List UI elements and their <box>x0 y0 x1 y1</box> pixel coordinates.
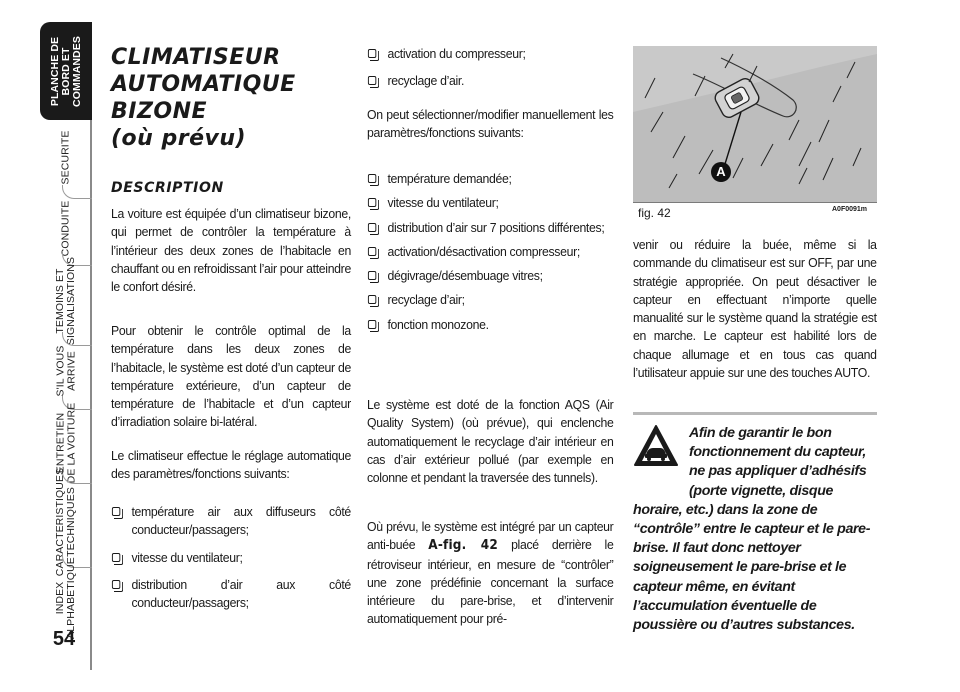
col3-paragraph-1: venir ou réduire la buée, même si la commande du climatiseur est sur OFF, par une stratégie appropriée. On peut désactiver le capteur en effectuant n’importe quelle manualité sur le système quand la stratégie est en marche. Le capteur est habilité lors de chaque allumage et en tous cas quand l’utilisateur appuie sur une des touches AUTO. <box>633 237 877 381</box>
list-item <box>367 194 613 212</box>
list-item-text: température demandée; <box>387 171 512 186</box>
list-item-text: distribution d’air aux côté conducteur/passagers; <box>131 576 351 611</box>
list-item-text: recyclage d’air; <box>387 292 465 308</box>
section-nav <box>0 0 92 692</box>
figure-code: A0F0091m <box>832 206 868 213</box>
page-number: 54 <box>52 628 76 650</box>
nav-tab-label: SECURITE <box>59 130 72 184</box>
col2-paragraph-2: Le système est doté de la fonction AQS (Air Quality System) (où prévue), qui enclenche automatiquement le recyclage d’air intérieur en cas d’air extérieur pollué (par exemple en colonne et pendant la traversée des tunnels). <box>367 397 614 486</box>
list-item <box>367 72 613 90</box>
nav-tab-sil-vous-arrive[interactable] <box>40 340 92 402</box>
checkbox-bullet-icon <box>368 76 376 85</box>
checkbox-bullet-icon <box>368 49 376 58</box>
list-item <box>367 219 613 237</box>
warning-block <box>633 424 877 635</box>
checkbox-bullet-icon <box>368 295 376 304</box>
checkbox-bullet-icon <box>112 580 120 589</box>
warning-rule <box>633 412 877 415</box>
nav-tab-securite[interactable] <box>40 122 92 192</box>
nav-tab-label: ENTRETIEN DE LA VOITURE <box>54 402 77 484</box>
list-item-text: activation du compresseur; <box>387 46 526 61</box>
figure-reference-link[interactable]: A-fig. 42 <box>428 538 498 554</box>
list-item <box>367 316 613 334</box>
list-item <box>111 576 351 613</box>
section-heading: DESCRIPTION <box>111 180 224 196</box>
checkbox-bullet-icon <box>112 507 120 516</box>
col1-bullet-list <box>111 503 351 612</box>
col2-p3-text-b: placé derrière le rétroviseur intérieur, en mesure de “contrôler” une zone prédéfinie concernant la surface intérieure du pare-brise, et d’intervenir automatiquement pour pré- <box>367 537 614 627</box>
list-item-text: dégivrage/désembuage vitres; <box>387 268 543 284</box>
col1-paragraph-2: Pour obtenir le contrôle optimal de la température dans les deux zones de l’habitacle, le système est doté d’un capteur de température extérieure, d’un capteur de température de l’habitacle et d’un capteur d’irradiation solaire bi-latéral. <box>111 323 351 430</box>
figure-caption-rule <box>633 202 877 203</box>
page-title: CLIMATISEUR AUTOMATIQUE BIZONE (où prévu) <box>111 45 296 151</box>
figure-marker-a: A <box>716 164 726 179</box>
list-item-text: activation/désactivation compresseur; <box>387 243 580 259</box>
list-item-text: fonction monozone. <box>387 316 489 332</box>
windshield-sensor-drawing <box>633 46 877 202</box>
col2-paragraph-3 <box>367 518 613 629</box>
nav-tab-conduite[interactable] <box>40 198 92 258</box>
nav-tab-label: S'IL VOUS ARRIVE <box>53 345 77 397</box>
list-item <box>367 267 613 285</box>
nav-divider <box>62 185 92 199</box>
list-item-text: vitesse du ventilateur; <box>387 195 499 211</box>
checkbox-bullet-icon <box>368 320 376 329</box>
figure-42-image <box>633 46 877 202</box>
list-item-text: température air aux diffuseurs côté conducteur/passagers; <box>131 504 351 538</box>
list-item <box>367 45 613 63</box>
list-item <box>111 503 351 540</box>
col2-paragraph-1: On peut sélectionner/modifier manuellement les paramètres/fonctions suivants: <box>367 107 614 141</box>
list-item-text: vitesse du ventilateur; <box>131 549 243 565</box>
list-item <box>111 549 351 567</box>
list-item <box>367 170 613 188</box>
checkbox-bullet-icon <box>368 174 376 183</box>
checkbox-bullet-icon <box>368 271 376 280</box>
list-item <box>367 291 613 309</box>
col2-bullet-list <box>367 170 613 334</box>
list-item-text: distribution d’air sur 7 positions différentes; <box>387 219 605 235</box>
checkbox-bullet-icon <box>368 198 376 207</box>
figure-label: fig. 42 <box>638 206 671 220</box>
warning-text: Afin de garantir le bon fonctionnement du capteur, ne pas appliquer d’adhésifs (porte vignette, disque horaire, etc.) dans la zone de “contrôle” entre le capteur et le pare-brise. Il faut donc nettoyer soigneusement le pare-brise et le capteur même, en évitant l’accumulation éventuelle de poussière ou d’autres substances. <box>633 425 871 634</box>
col2-bullet-list-top <box>367 45 613 91</box>
nav-tab-label: TEMOINS ET SIGNALISATIONS <box>54 256 77 346</box>
list-item <box>367 243 613 261</box>
checkbox-bullet-icon <box>112 553 120 562</box>
nav-tab-label: CONDUITE <box>59 200 72 256</box>
list-item-text: recyclage d’air. <box>387 73 465 89</box>
nav-tab-label: PLANCHE DE BORD ET COMMANDES <box>48 35 83 107</box>
nav-tab-temoins[interactable] <box>40 256 92 346</box>
nav-tab-label: CARACTERISTIQUES TECHNIQUES <box>54 467 77 577</box>
car-warning-triangle-icon <box>633 424 689 484</box>
col1-paragraph-3: Le climatiseur effectue le réglage automatique des paramètres/fonctions suivants: <box>111 448 351 482</box>
col2-p3-text-a: Où prévu, le système est intégré par un capteur anti-buée <box>367 519 614 553</box>
nav-tab-label: INDEX ALPHABETIQUE <box>54 557 78 639</box>
checkbox-bullet-icon <box>368 223 376 232</box>
checkbox-bullet-icon <box>368 247 376 256</box>
col1-paragraph-1: La voiture est équipée d’un climatiseur bizone, qui permet de contrôler la température à l’intérieur des deux zones de l’habitacle en chauffant ou en refroidissant l’air pour atteindre le confort désiré. <box>111 206 351 295</box>
nav-tab-caracteristiques[interactable] <box>40 467 92 577</box>
nav-tab-planche-de-bord[interactable] <box>40 22 92 120</box>
